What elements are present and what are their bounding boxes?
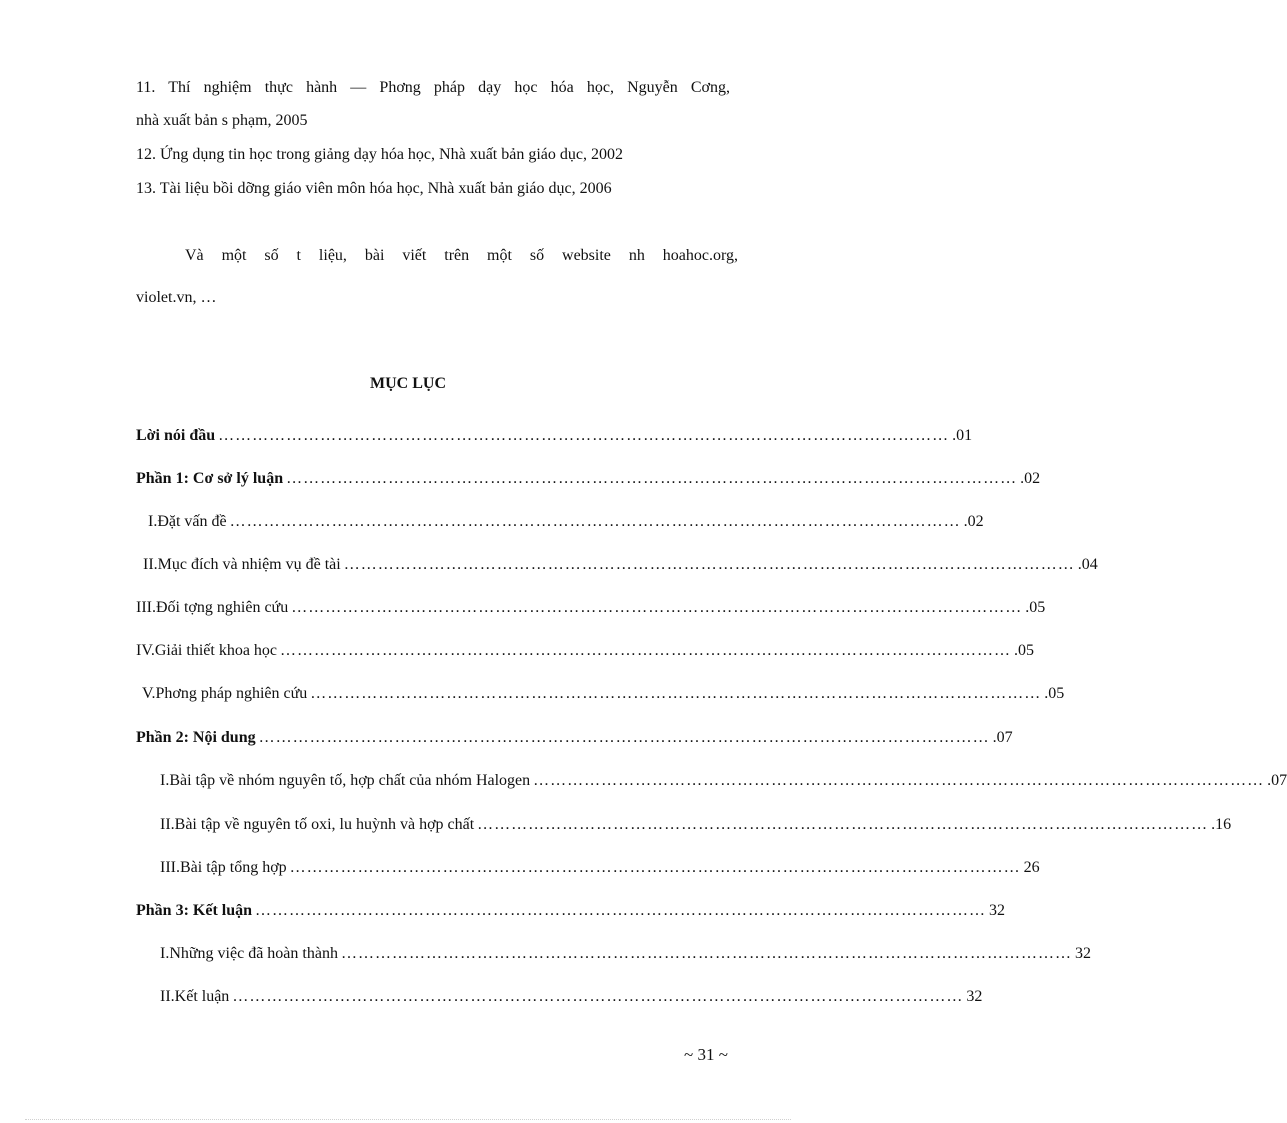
toc-leader-dots: ………………………………………………………………………………………………………………… xyxy=(533,772,1265,789)
toc-leader-dots: ………………………………………………………………………………………………………………… xyxy=(218,427,950,444)
toc-entry-page: .16 xyxy=(1211,816,1232,833)
toc-entry-label: Giải thiết khoa học xyxy=(154,642,278,659)
toc-entry-part-2 xyxy=(136,728,1013,748)
toc-entry-2-ii xyxy=(160,815,1232,835)
page-number: ~ 31 ~ xyxy=(684,1045,728,1064)
toc-leader-dots: ………………………………………………………………………………………………………………… xyxy=(289,859,1021,876)
toc-entry-label: Lời nói đầu xyxy=(136,427,216,444)
toc-entry-label: Bài tập tổng hợp xyxy=(179,859,287,876)
toc-entry-label: Đối tợng nghiên cứu xyxy=(155,599,289,616)
toc-entry-1-i xyxy=(148,512,984,532)
toc-entry-1-v xyxy=(142,684,1065,704)
toc-entry-page: 32 xyxy=(966,988,983,1005)
toc-entry-3-ii xyxy=(160,987,983,1007)
bottom-divider xyxy=(25,1119,791,1120)
toc-leader-dots: ………………………………………………………………………………………………………………… xyxy=(255,902,987,919)
reference-11-line-2: nhà xuất bản s phạm, 2005 xyxy=(136,112,308,129)
reference-13: 13. Tài liệu bồi dỡng giáo viên môn hóa học, Nhà xuất bản giáo dục, 2006 xyxy=(136,180,612,197)
toc-entry-page: .02 xyxy=(963,513,984,530)
toc-entry-page: .07 xyxy=(1267,772,1287,789)
toc-entry-page: .07 xyxy=(992,729,1013,746)
toc-entry-number: II. xyxy=(143,556,158,573)
toc-entry-label: Bài tập về nguyên tố oxi, lu huỳnh và hợp chất xyxy=(174,816,475,833)
toc-entry-2-iii xyxy=(160,858,1040,878)
toc-leader-dots: ………………………………………………………………………………………………………………… xyxy=(232,988,964,1005)
toc-leader-dots: ………………………………………………………………………………………………………………… xyxy=(258,729,990,746)
toc-entry-preface xyxy=(136,426,973,446)
toc-entry-label: Kết luận xyxy=(174,988,230,1005)
toc-entry-1-ii xyxy=(143,555,1098,575)
toc-title: MỤC LỤC xyxy=(370,375,446,392)
closing-line-2: violet.vn, … xyxy=(136,289,217,306)
toc-entry-page: .05 xyxy=(1044,685,1065,702)
toc-entry-label: Phần 1: Cơ sở lý luận xyxy=(136,470,284,487)
toc-entry-number: IV. xyxy=(136,642,155,659)
toc-entry-label: Những việc đã hoàn thành xyxy=(169,945,338,962)
toc-entry-page: .05 xyxy=(1014,642,1035,659)
toc-entry-label: Phần 2: Nội dung xyxy=(136,729,256,746)
toc-entry-label: Bài tập về nhóm nguyên tố, hợp chất của nhóm Halogen xyxy=(169,772,531,789)
toc-entry-label: Phần 3: Kết luận xyxy=(136,902,253,919)
toc-entry-2-i xyxy=(160,771,1287,791)
toc-entry-page: .05 xyxy=(1025,599,1046,616)
toc-entry-label: Mục đích và nhiệm vụ đề tài xyxy=(157,556,341,573)
toc-leader-dots: ………………………………………………………………………………………………………………… xyxy=(477,816,1209,833)
toc-leader-dots: ………………………………………………………………………………………………………………… xyxy=(310,685,1042,702)
toc-entry-number: II. xyxy=(160,988,175,1005)
toc-leader-dots: ………………………………………………………………………………………………………………… xyxy=(343,556,1075,573)
toc-entry-page: .02 xyxy=(1020,470,1041,487)
toc-entry-page: .04 xyxy=(1077,556,1098,573)
toc-entry-number: III. xyxy=(160,859,180,876)
toc-entry-number: I. xyxy=(160,772,170,789)
toc-leader-dots: ………………………………………………………………………………………………………………… xyxy=(229,513,961,530)
toc-entry-number: III. xyxy=(136,599,156,616)
toc-entry-number: V. xyxy=(142,685,156,702)
toc-entry-part-1 xyxy=(136,469,1041,489)
toc-leader-dots: ………………………………………………………………………………………………………………… xyxy=(340,945,1072,962)
reference-12: 12. Ứng dụng tin học trong giảng dạy hóa học, Nhà xuất bản giáo dục, 2002 xyxy=(136,146,623,163)
toc-entry-number: I. xyxy=(160,945,170,962)
toc-entry-number: I. xyxy=(148,513,158,530)
toc-entry-page: .01 xyxy=(952,427,973,444)
toc-leader-dots: ………………………………………………………………………………………………………………… xyxy=(286,470,1018,487)
toc-entry-label: Phơng pháp nghiên cứu xyxy=(155,685,308,702)
toc-entry-page: 32 xyxy=(1074,945,1091,962)
toc-entry-part-3 xyxy=(136,901,1006,921)
toc-entry-3-i xyxy=(160,944,1091,964)
toc-entry-1-iv xyxy=(136,641,1035,661)
toc-entry-label: Đặt vấn đề xyxy=(157,513,227,530)
reference-11-line-1: 11. Thí nghiệm thực hành — Phơng pháp dạy học hóa học, Nguyễn Cơng, xyxy=(136,79,730,96)
closing-line-1: Và một số t liệu, bài viết trên một số website nh hoahoc.org, xyxy=(185,247,738,264)
toc-entry-page: 26 xyxy=(1023,859,1040,876)
toc-leader-dots: ………………………………………………………………………………………………………………… xyxy=(280,642,1012,659)
toc-entry-number: II. xyxy=(160,816,175,833)
toc-leader-dots: ………………………………………………………………………………………………………………… xyxy=(291,599,1023,616)
toc-entry-page: 32 xyxy=(989,902,1006,919)
toc-entry-1-iii xyxy=(136,598,1046,618)
